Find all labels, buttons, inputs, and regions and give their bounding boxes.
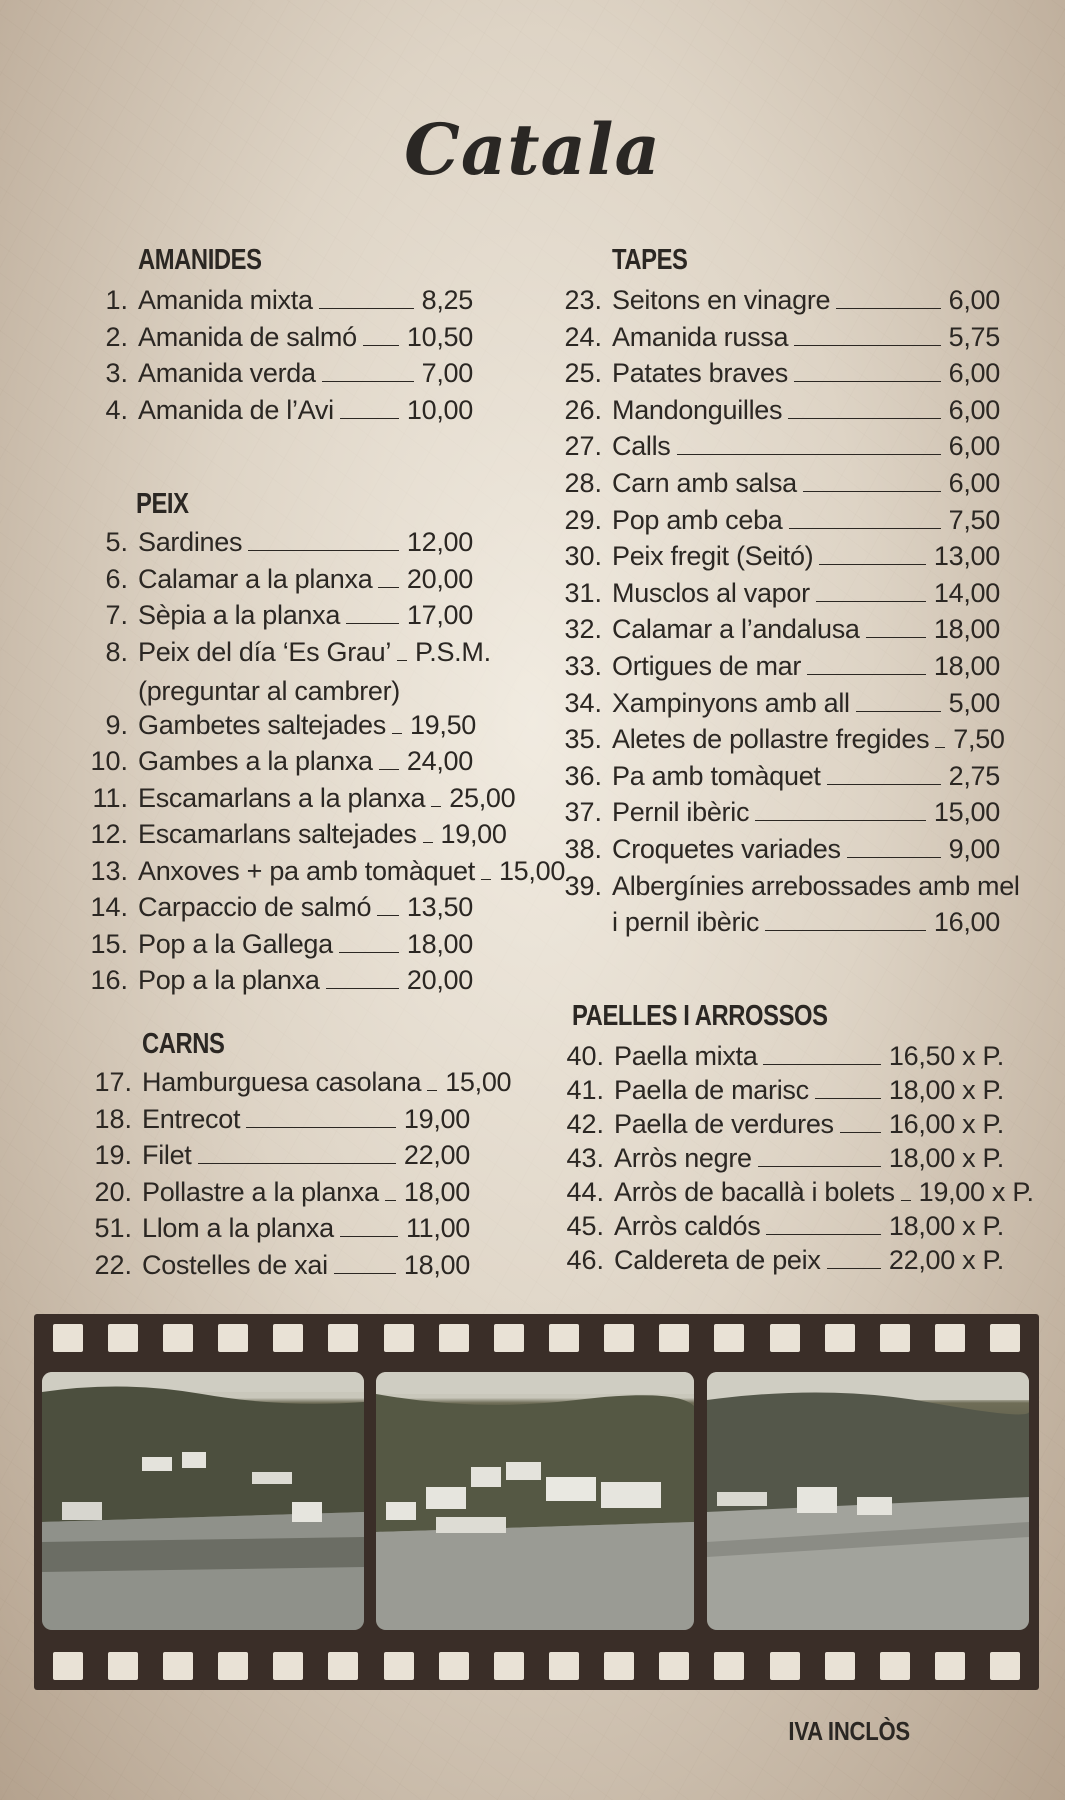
item-name: Sèpia a la planxa [138, 600, 341, 630]
dotted-leader [803, 491, 941, 492]
dotted-leader [385, 1200, 396, 1201]
dotted-leader [827, 784, 941, 785]
item-price: 16,00 x P. [888, 1109, 1004, 1139]
item-price: 6,00 [948, 394, 1000, 425]
film-sprocket-hole [825, 1652, 855, 1680]
dotted-leader [346, 623, 399, 624]
menu-item [90, 741, 473, 777]
menu-item [94, 1208, 470, 1244]
item-name: Anxoves + pa amb tomàquet [138, 855, 475, 886]
item-number: 43. [566, 1143, 604, 1173]
item-price: 6,00 [948, 431, 1000, 462]
page-title: Catala [404, 108, 661, 191]
item-number: 29. [564, 504, 602, 535]
item-note: (preguntar al cambrer) [138, 676, 401, 706]
item-price: 18,00 [933, 651, 1000, 681]
dotted-leader [319, 308, 414, 309]
item-price: 20,00 [406, 563, 473, 594]
film-sprocket-hole [494, 1324, 524, 1352]
film-sprockets-bottom [34, 1646, 1039, 1686]
menu-item [90, 814, 507, 850]
item-name: i pernil ibèric [612, 907, 760, 937]
menu-item [90, 887, 473, 923]
item-number: 22. [94, 1249, 132, 1280]
photo-frame-3 [707, 1372, 1029, 1630]
item-number: 13. [90, 855, 128, 886]
dotted-leader [836, 308, 940, 309]
item-name: Filet [142, 1140, 192, 1170]
item-name: Gambes a la planxa [138, 746, 373, 776]
film-sprocket-hole [328, 1324, 358, 1352]
item-name: Sardines [138, 527, 243, 557]
item-price: 11,00 [405, 1213, 470, 1243]
item-name: Pollastre a la planxa [142, 1176, 379, 1207]
dotted-leader [765, 930, 926, 931]
item-number: 35. [564, 724, 602, 755]
item-price: 16,00 [933, 907, 1000, 937]
photo-frame-1 [42, 1372, 364, 1630]
film-sprocket-hole [163, 1324, 193, 1352]
film-sprocket-hole [549, 1324, 579, 1352]
film-sprocket-hole [384, 1652, 414, 1680]
item-name: Amanida mixta [138, 285, 313, 315]
item-name: Pop amb ceba [612, 504, 783, 535]
item-name: Calls [612, 431, 671, 462]
menu-item [564, 829, 1000, 865]
item-price: 22,00 x P. [888, 1245, 1004, 1275]
item-name: Amanida de salmó [138, 321, 357, 352]
item-number: 17. [94, 1067, 132, 1097]
item-name: Hamburguesa casolana [142, 1067, 422, 1097]
film-sprocket-hole [108, 1324, 138, 1352]
item-price: 7,50 [948, 504, 1000, 535]
menu-item [94, 1099, 470, 1135]
film-sprocket-hole [714, 1324, 744, 1352]
menu-item [566, 1104, 1004, 1140]
item-number: 39. [564, 870, 602, 901]
dotted-leader [815, 1098, 881, 1099]
menu-item [94, 1062, 512, 1098]
item-price: 13,00 [933, 541, 1000, 572]
menu-item [566, 1036, 1004, 1072]
menu-item-continued [612, 902, 1000, 938]
dotted-leader [481, 879, 491, 880]
item-number: 32. [564, 614, 602, 645]
item-name: Arròs de bacallà i bolets [614, 1177, 895, 1207]
item-name: Pa amb tomàquet [612, 760, 821, 791]
item-price: 18,00 [406, 928, 473, 959]
film-sprocket-hole [273, 1652, 303, 1680]
item-name: Albergínies arrebossades amb mel [612, 870, 1020, 901]
dotted-leader [901, 1200, 911, 1201]
vat-included-note: IVA INCLÒS [788, 1716, 910, 1746]
dotted-leader [431, 806, 441, 807]
item-name: Peix del día ‘Es Grau’ [138, 636, 392, 667]
item-name: Pop a la Gallega [138, 928, 333, 959]
item-number: 3. [105, 358, 128, 388]
item-price: 12,00 [406, 527, 473, 557]
item-number: 6. [105, 563, 128, 594]
menu-item [564, 463, 1000, 499]
menu-item [564, 719, 1005, 755]
menu-item [566, 1070, 1004, 1106]
item-name: Croquetes variades [612, 834, 841, 864]
item-name: Costelles de xai [142, 1249, 328, 1280]
dotted-leader [339, 952, 399, 953]
item-number: 41. [566, 1075, 604, 1105]
menu-item [564, 609, 1000, 645]
section-heading: AMANIDES [138, 244, 262, 276]
film-sprocket-hole [218, 1652, 248, 1680]
item-price: 17,00 [406, 600, 473, 630]
item-price: 18,00 [933, 614, 1000, 645]
item-number: 20. [94, 1176, 132, 1207]
film-sprocket-hole [659, 1652, 689, 1680]
menu-item [94, 1245, 470, 1281]
menu-item [564, 573, 1000, 609]
menu-item [92, 778, 516, 814]
item-number: 46. [566, 1245, 604, 1275]
item-number: 16. [90, 965, 128, 995]
item-price: 13,50 [406, 892, 473, 922]
item-name: Amanida de l’Avi [138, 394, 334, 425]
dotted-leader [248, 550, 399, 551]
menu-item [564, 390, 1000, 426]
menu-item [566, 1206, 1004, 1242]
item-number: 10. [90, 746, 128, 776]
photo-frame-2 [376, 1372, 694, 1630]
menu-item [105, 705, 477, 741]
item-number: 4. [105, 394, 128, 425]
section-heading: PEIX [136, 488, 189, 520]
item-number: 11. [92, 782, 128, 813]
item-number: 42. [566, 1109, 604, 1139]
item-number: 14. [90, 892, 128, 922]
item-number: 34. [564, 687, 602, 718]
item-number: 7. [105, 600, 128, 630]
film-sprocket-hole [494, 1652, 524, 1680]
item-price: P.S.M. [415, 636, 491, 667]
dotted-leader [794, 381, 941, 382]
item-price: 25,00 [449, 782, 516, 813]
item-price: 7,00 [421, 358, 473, 388]
item-name: Arròs caldós [614, 1211, 761, 1241]
menu-item [566, 1240, 1004, 1276]
item-name: Musclos al vapor [612, 577, 810, 608]
film-sprocket-hole [714, 1652, 744, 1680]
item-price: 14,00 [933, 577, 1000, 608]
item-price: 24,00 [406, 746, 473, 776]
menu-item [105, 280, 473, 316]
menu-item [564, 280, 1000, 316]
item-price: 18,00 [403, 1249, 470, 1280]
item-name: Pop a la planxa [138, 965, 320, 995]
item-name: Seitons en vinagre [612, 285, 831, 315]
item-name: Xampinyons amb all [612, 687, 850, 718]
item-name: Amanida verda [138, 358, 316, 388]
menu-item [566, 1172, 1034, 1208]
item-name: Entrecot [142, 1103, 241, 1134]
item-price: 20,00 [406, 965, 473, 995]
menu-item [564, 317, 1000, 353]
film-sprocket-hole [549, 1652, 579, 1680]
dotted-leader [340, 1236, 398, 1237]
menu-item [566, 1138, 1004, 1174]
item-name: Llom a la planxa [142, 1213, 334, 1243]
item-name: Arròs negre [614, 1143, 752, 1173]
item-price: 19,00 [403, 1103, 470, 1134]
item-number: 40. [566, 1041, 604, 1071]
film-sprocket-hole [53, 1652, 83, 1680]
item-price: 18,00 x P. [888, 1143, 1004, 1173]
film-sprocket-hole [328, 1652, 358, 1680]
film-sprocket-hole [880, 1652, 910, 1680]
film-sprockets-top [34, 1318, 1039, 1358]
menu-item [564, 756, 1000, 792]
dotted-leader [246, 1127, 396, 1128]
item-name: Patates braves [612, 358, 788, 389]
item-number: 24. [564, 321, 602, 352]
item-number: 36. [564, 760, 602, 791]
item-price: 5,00 [948, 687, 1000, 718]
item-price: 6,00 [948, 285, 1000, 315]
item-number: 19. [94, 1140, 132, 1170]
menu-item [105, 559, 473, 595]
dotted-leader [866, 637, 926, 638]
item-price: 16,50 x P. [888, 1041, 1004, 1071]
item-name: Carn amb salsa [612, 468, 797, 498]
film-strip-photos [34, 1314, 1039, 1690]
item-number: 15. [90, 928, 128, 959]
item-price: 7,50 [953, 724, 1005, 755]
item-number: 28. [564, 468, 602, 498]
film-sprocket-hole [439, 1324, 469, 1352]
item-name: Carpaccio de salmó [138, 892, 372, 922]
dotted-leader [423, 842, 433, 843]
dotted-leader [334, 1273, 396, 1274]
dotted-leader [379, 769, 399, 770]
item-price: 18,00 [403, 1176, 470, 1207]
item-name: Gambetes saltejades [138, 709, 386, 740]
item-number: 31. [564, 577, 602, 608]
item-name: Ortigues de mar [612, 651, 802, 681]
item-price: 10,00 [406, 394, 473, 425]
dotted-leader [392, 733, 402, 734]
dotted-leader [755, 820, 926, 821]
item-number: 18. [94, 1103, 132, 1134]
menu-item [105, 317, 473, 353]
dotted-leader [378, 587, 398, 588]
dotted-leader [363, 345, 399, 346]
film-sprocket-hole [108, 1652, 138, 1680]
menu-item [564, 426, 1000, 462]
item-price: 2,75 [948, 760, 1000, 791]
item-price: 5,75 [948, 321, 1000, 352]
film-sprocket-hole [990, 1324, 1020, 1352]
dotted-leader [819, 564, 926, 565]
dotted-leader [677, 454, 941, 455]
dotted-leader [397, 660, 407, 661]
film-sprocket-hole [935, 1324, 965, 1352]
dotted-leader [198, 1163, 396, 1164]
item-number: 2. [105, 321, 128, 352]
film-sprocket-hole [880, 1324, 910, 1352]
item-name: Paella mixta [614, 1041, 758, 1071]
item-number: 37. [564, 797, 602, 828]
dotted-leader [766, 1234, 880, 1235]
menu-item [564, 646, 1000, 682]
item-price: 6,00 [948, 358, 1000, 389]
section-heading: PAELLES I ARROSSOS [572, 1000, 828, 1032]
item-name: Paella de verdures [614, 1109, 834, 1139]
film-sprocket-hole [53, 1324, 83, 1352]
item-number: 33. [564, 651, 602, 681]
dotted-leader [827, 1268, 881, 1269]
item-name: Mandonguilles [612, 394, 783, 425]
item-number: 1. [105, 285, 128, 315]
film-sprocket-hole [604, 1324, 634, 1352]
item-name: Calamar a l’andalusa [612, 614, 860, 645]
item-name: Pernil ibèric [612, 797, 750, 828]
item-number: 9. [105, 709, 128, 740]
item-price: 18,00 x P. [888, 1211, 1004, 1241]
item-name: Caldereta de peix [614, 1245, 821, 1275]
item-number: 44. [566, 1177, 604, 1207]
item-price: 19,00 x P. [918, 1177, 1034, 1207]
item-price: 8,25 [421, 285, 473, 315]
dotted-leader [322, 381, 414, 382]
film-sprocket-hole [990, 1652, 1020, 1680]
film-sprocket-hole [384, 1324, 414, 1352]
item-number: 8. [105, 636, 128, 667]
dotted-leader [935, 747, 945, 748]
dotted-leader [847, 857, 941, 858]
menu-item [105, 632, 491, 668]
menu-item [105, 522, 473, 558]
menu-item [90, 851, 566, 887]
item-name: Amanida russa [612, 321, 789, 352]
menu-item [94, 1135, 470, 1171]
menu-item [94, 1172, 470, 1208]
item-name: Aletes de pollastre fregides [612, 724, 930, 755]
item-name: Paella de marisc [614, 1075, 809, 1105]
item-name: Escamarlans a la planxa [138, 782, 426, 813]
item-price: 15,00 [933, 797, 1000, 828]
film-sprocket-hole [770, 1652, 800, 1680]
menu-item [564, 353, 1000, 389]
film-sprocket-hole [770, 1324, 800, 1352]
item-price: 10,50 [406, 321, 473, 352]
menu-item [564, 683, 1000, 719]
item-number: 23. [564, 285, 602, 315]
menu-item [105, 353, 473, 389]
item-number: 5. [105, 527, 128, 557]
item-price: 6,00 [948, 468, 1000, 498]
menu-item [105, 390, 473, 426]
item-number: 12. [90, 819, 128, 849]
dotted-leader [326, 988, 399, 989]
film-sprocket-hole [439, 1652, 469, 1680]
dotted-leader [807, 674, 926, 675]
menu-item [90, 924, 473, 960]
item-name: Escamarlans saltejades [138, 819, 417, 849]
menu-item [564, 792, 1000, 828]
item-price: 15,00 [498, 855, 566, 886]
film-sprocket-hole [604, 1652, 634, 1680]
section-heading: CARNS [142, 1028, 225, 1060]
menu-item [564, 500, 1000, 536]
menu-item [564, 866, 1020, 902]
item-price: 15,00 [445, 1067, 512, 1097]
film-sprocket-hole [935, 1652, 965, 1680]
item-price: 19,00 [440, 819, 507, 849]
item-price: 19,50 [409, 709, 477, 740]
item-number: 51. [94, 1213, 132, 1243]
item-number: 30. [564, 541, 602, 572]
item-number: 26. [564, 394, 602, 425]
item-number: 38. [564, 834, 602, 864]
menu-item [90, 960, 473, 996]
item-number: 27. [564, 431, 602, 462]
item-price: 22,00 [403, 1140, 470, 1170]
dotted-leader [856, 711, 941, 712]
dotted-leader [840, 1132, 881, 1133]
film-sprocket-hole [163, 1652, 193, 1680]
item-name: Calamar a la planxa [138, 563, 373, 594]
menu-item [105, 595, 473, 631]
dotted-leader [816, 601, 926, 602]
film-sprocket-hole [218, 1324, 248, 1352]
dotted-leader [794, 345, 940, 346]
dotted-leader [427, 1090, 437, 1091]
item-number: 45. [566, 1211, 604, 1241]
menu-item [564, 536, 1000, 572]
film-sprocket-hole [825, 1324, 855, 1352]
item-name: Peix fregit (Seitó) [612, 541, 814, 572]
dotted-leader [788, 418, 940, 419]
film-sprocket-hole [659, 1324, 689, 1352]
item-price: 9,00 [948, 834, 1000, 864]
item-price: 18,00 x P. [888, 1075, 1004, 1105]
dotted-leader [758, 1166, 881, 1167]
dotted-leader [789, 528, 941, 529]
film-sprocket-hole [273, 1324, 303, 1352]
dotted-leader [377, 915, 399, 916]
dotted-leader [340, 418, 399, 419]
dotted-leader [763, 1064, 880, 1065]
item-number: 25. [564, 358, 602, 389]
section-heading: TAPES [612, 244, 688, 276]
